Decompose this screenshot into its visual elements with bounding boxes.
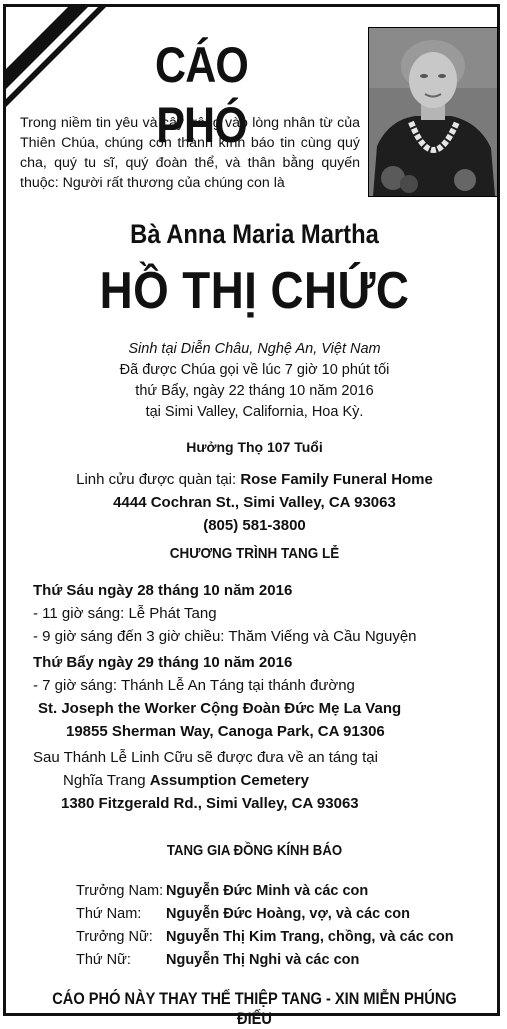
funeral-home-phone: (805) 581-3800 [203, 517, 306, 534]
family-names: Nguyễn Đức Minh và các con [166, 883, 369, 899]
obituary-frame [3, 4, 500, 1028]
schedule-item: - 7 giờ sáng: Thánh Lễ An Táng tại thánh đường [33, 677, 355, 694]
funeral-home-line [6, 468, 503, 491]
funeral-home-label: Linh cửu được quàn tại: [76, 471, 241, 488]
portrait-photo [368, 27, 498, 197]
mourning-ribbon-icon [6, 7, 116, 117]
intro-paragraph: Trong niềm tin yêu và cậy trông vào lòng nhân từ của Thiên Chúa, chúng con thành kính báo tin cùng quý cha, quý tu sĩ, quý đoàn thể, và thân bằng quyến thuộc: Người rất thương của chúng con là [20, 115, 360, 191]
family-relation: Trưởng Nam: [76, 883, 164, 899]
family-names: Nguyễn Thị Nghi và các con [166, 952, 360, 968]
family-names: Nguyễn Đức Hoàng, vợ, và các con [166, 906, 411, 922]
family-relation: Thứ Nữ: [76, 952, 131, 968]
deceased-name: HỒ THỊ CHỨC [99, 262, 410, 320]
passing-time: Đã được Chúa gọi về lúc 7 giờ 10 phút tối [119, 362, 390, 378]
deceased-christian-name: Bà Anna Maria Martha [130, 219, 379, 249]
footer-note: CÁO PHÓ NÀY THAY THẾ THIỆP TANG - XIN MIỄN PHÚNG ĐIẾU [52, 989, 457, 1028]
cemetery-address: 1380 Fitzgerald Rd., Simi Valley, CA 93063 [61, 795, 359, 812]
passing-place: tại Simi Valley, California, Hoa Kỳ. [145, 404, 364, 420]
funeral-home-address: 4444 Cochran St., Simi Valley, CA 93063 [113, 494, 396, 511]
family-relation: Trưởng Nữ: [76, 929, 153, 945]
family-row [76, 880, 496, 903]
program-title: CHƯƠNG TRÌNH TANG LỄ [169, 545, 340, 562]
schedule-item: - 9 giờ sáng đến 3 giờ chiều: Thăm Viếng và Cầu Nguyện [33, 628, 417, 645]
family-signoff: TANG GIA ĐỒNG KÍNH BÁO [166, 842, 343, 859]
family-list [76, 880, 496, 972]
family-row [76, 903, 496, 926]
family-row [76, 949, 496, 972]
cemetery-name: Assumption Cemetery [149, 772, 309, 789]
schedule-item: - 11 giờ sáng: Lễ Phát Tang [33, 605, 217, 622]
birth-place: Sinh tại Diễn Châu, Nghệ An, Việt Nam [128, 341, 381, 357]
family-row [76, 926, 496, 949]
funeral-schedule [33, 579, 503, 815]
schedule-day-2: Thứ Bẩy ngày 29 tháng 10 năm 2016 [33, 654, 293, 671]
church-address: 19855 Sherman Way, Canoga Park, CA 91306 [66, 723, 385, 740]
cemetery-line [33, 769, 503, 792]
schedule-day-1: Thứ Sáu ngày 28 tháng 10 năm 2016 [33, 582, 293, 599]
church-name: St. Joseph the Worker Cộng Đoàn Đức Mẹ La Vang [38, 700, 402, 717]
page-title: CÁO PHÓ [155, 37, 248, 153]
burial-note: Sau Thánh Lễ Linh Cữu sẽ được đưa về an táng tại [33, 749, 378, 766]
family-relation: Thứ Nam: [76, 906, 142, 922]
cemetery-prefix: Nghĩa Trang [63, 772, 150, 789]
passing-date: thứ Bẩy, ngày 22 tháng 10 năm 2016 [135, 383, 374, 399]
age-line: Hưởng Thọ 107 Tuổi [186, 439, 323, 455]
family-names: Nguyễn Thị Kim Trang, chồng, và các con [166, 929, 454, 945]
life-info [6, 339, 503, 423]
funeral-home-info [6, 468, 503, 537]
funeral-home-name: Rose Family Funeral Home [240, 471, 433, 488]
